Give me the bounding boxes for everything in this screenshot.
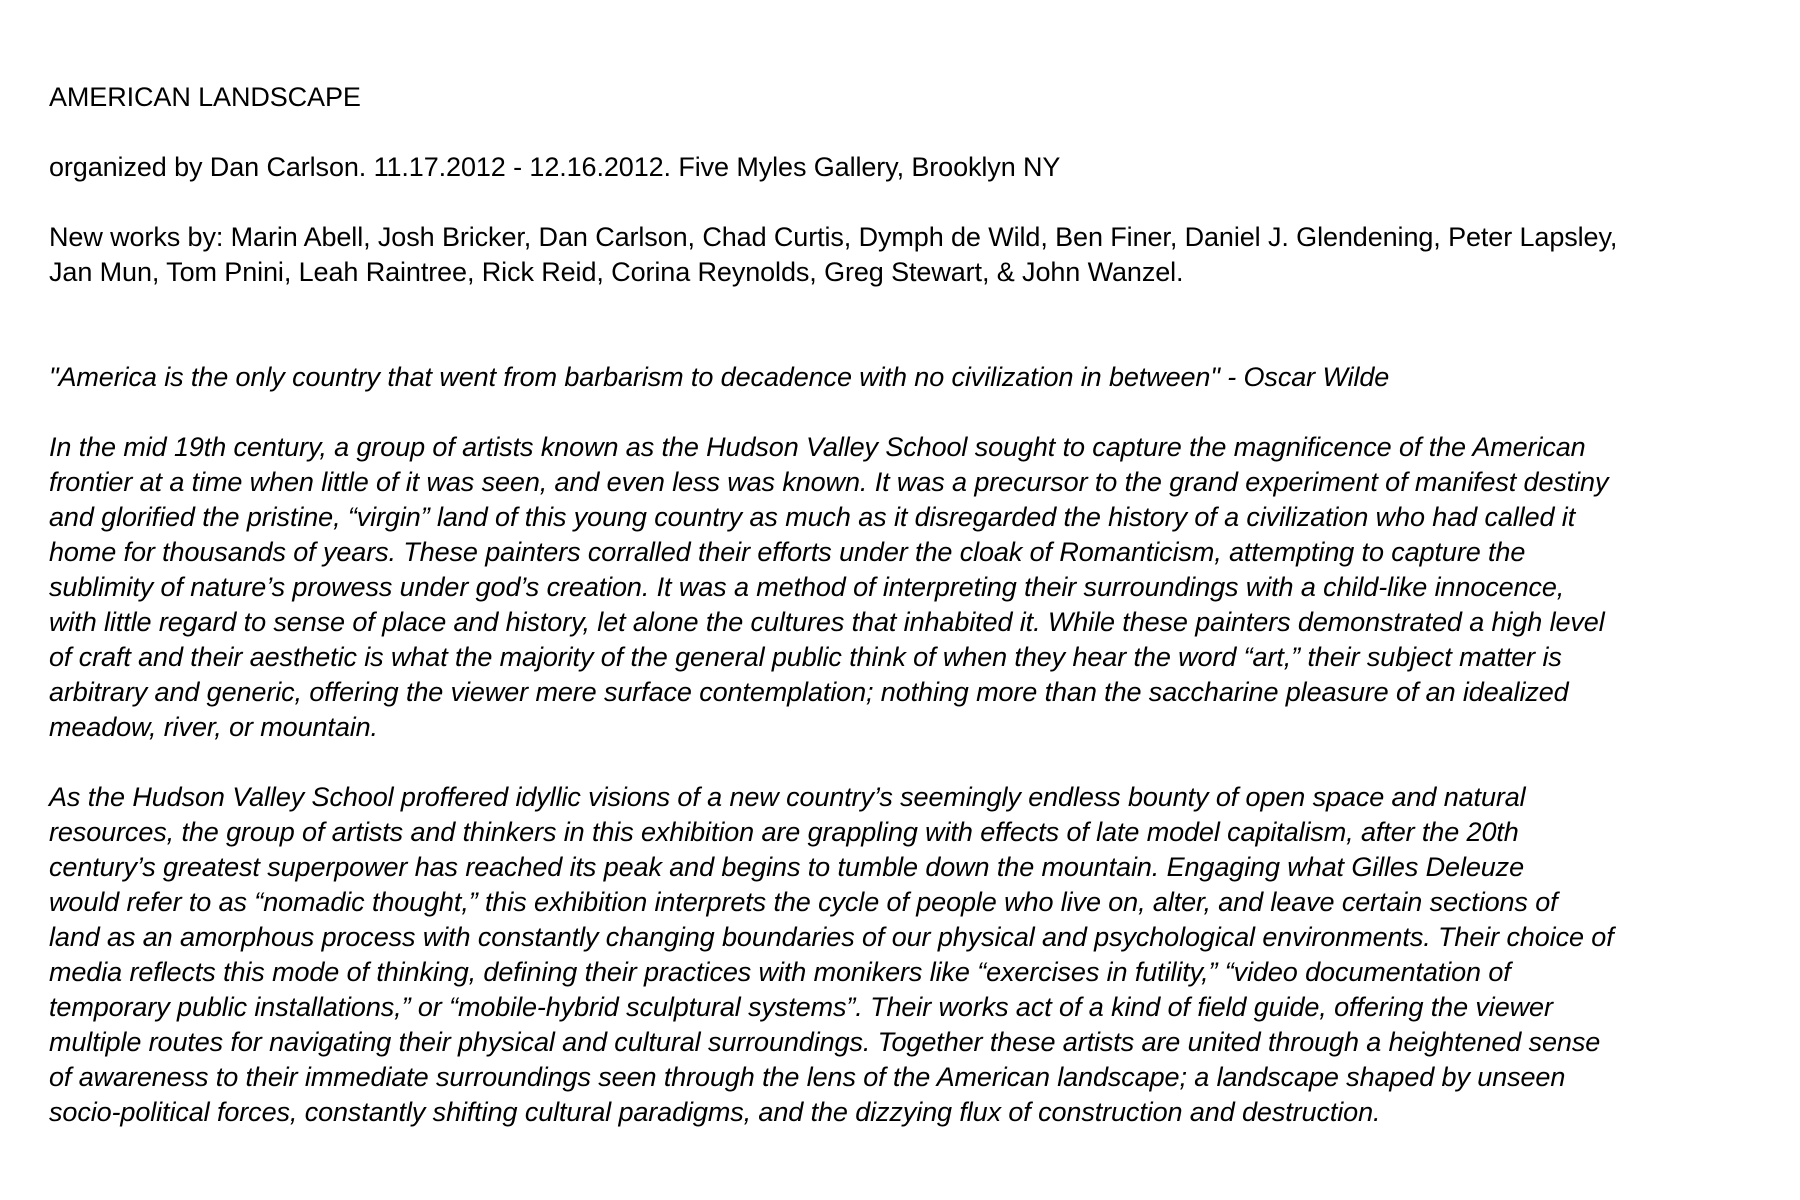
document-page	[49, 80, 1794, 1165]
essay-paragraph-2: As the Hudson Valley School proffered idyllic visions of a new country’s seemingly endless bounty of open space and natural resources, the group of artists and thinkers in this exhibition are grappling with effects of late model capitalism, after the 20th century’s greatest superpower has reached its peak and begins to tumble down the mountain. Engaging what Gilles Deleuze would refer to as “nomadic thought,” this exhibition interprets the cycle of people who live on, alter, and leave certain sections of land as an amorphous process with constantly changing boundaries of our physical and psychological environments. Their choice of media reflects this mode of thinking, defining their practices with monikers like “exercises in futility,” “video documentation of temporary public installations,” or “mobile-hybrid sculptural systems”. Their works act of a kind of field guide, offering the viewer multiple routes for navigating their physical and cultural surroundings. Together these artists are united through a heightened sense of awareness to their immediate surroundings seen through the lens of the American landscape; a landscape shaped by unseen socio-political forces, constantly shifting cultural paradigms, and the dizzying flux of construction and destruction.	[49, 782, 1614, 1127]
artist-list: New works by: Marin Abell, Josh Bricker, Dan Carlson, Chad Curtis, Dymph de Wild, Ben Finer, Daniel J. Glendening, Peter Lapsley, Jan Mun, Tom Pnini, Leah Raintree, Rick Reid, Corina Reynolds, Greg Stewart, & John Wanzel.	[49, 222, 1618, 287]
document-title: AMERICAN LANDSCAPE	[49, 82, 361, 112]
essay-paragraph-1: In the mid 19th century, a group of artists known as the Hudson Valley School sought to capture the magnificence of the American frontier at a time when little of it was seen, and even less was known. It was a precursor to the grand experiment of manifest destiny and glorified the pristine, “virgin” land of this young country as much as it disregarded the history of a civilization who had called it home for thousands of years. These painters corralled their efforts under the cloak of Romanticism, attempting to capture the sublimity of nature’s prowess under god’s creation. It was a method of interpreting their surroundings with a child-like innocence, with little regard to sense of place and history, let alone the cultures that inhabited it. While these painters demonstrated a high level of craft and their aesthetic is what the majority of the general public think of when they hear the word “art,” their subject matter is arbitrary and generic, offering the viewer mere surface contemplation; nothing more than the saccharine pleasure of an idealized meadow, river, or mountain.	[49, 432, 1609, 742]
epigraph-quote: "America is the only country that went from barbarism to decadence with no civilization in between" - Oscar Wilde	[49, 362, 1390, 392]
exhibition-byline: organized by Dan Carlson. 11.17.2012 - 12.16.2012. Five Myles Gallery, Brooklyn NY	[49, 152, 1061, 182]
